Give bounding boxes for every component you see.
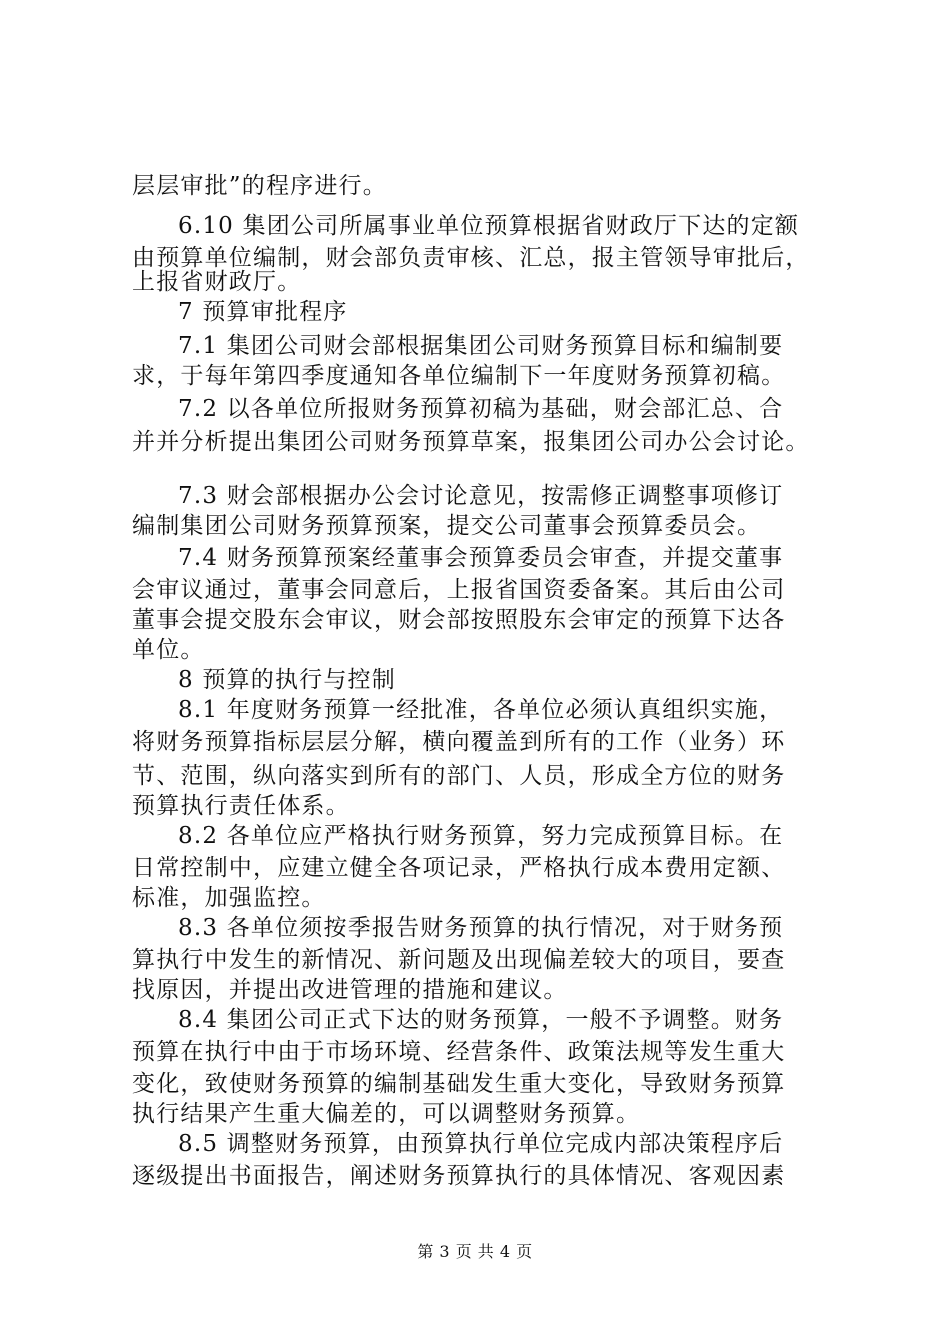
text-line: 将财务预算指标层层分解，横向覆盖到所有的工作（业务）环 [132,729,786,755]
text-line: 8.3 各单位须按季报告财务预算的执行情况，对于财务预 [178,915,784,941]
text-line: 层层审批”的程序进行。 [132,173,387,199]
text-line: 6.10 集团公司所属事业单位预算根据省财政厅下达的定额 [178,213,800,239]
text-line: 执行结果产生重大偏差的，可以调整财务预算。 [132,1101,641,1127]
text-line: 7.3 财会部根据办公会讨论意见，按需修正调整事项修订 [178,483,784,509]
text-line: 上报省财政厅。 [132,269,302,295]
text-line: 8.1 年度财务预算一经批准，各单位必须认真组织实施， [178,697,784,723]
text-line: 7.4 财务预算预案经董事会预算委员会审查，并提交董事 [178,545,784,571]
text-line: 找原因，并提出改进管理的措施和建议。 [132,977,568,1003]
text-line: 预算执行责任体系。 [132,793,350,819]
text-line: 会审议通过，董事会同意后，上报省国资委备案。其后由公司 [132,577,786,603]
text-line: 8.5 调整财务预算，由预算执行单位完成内部决策程序后 [178,1131,784,1157]
text-line: 变化，致使财务预算的编制基础发生重大变化，导致财务预算 [132,1071,786,1097]
text-line: 7.2 以各单位所报财务预算初稿为基础，财会部汇总、合 [178,396,784,422]
text-line: 由预算单位编制，财会部负责审核、汇总，报主管领导审批后， [132,245,810,271]
text-line: 预算在执行中由于市场环境、经营条件、政策法规等发生重大 [132,1039,786,1065]
section-heading: 8 预算的执行与控制 [178,667,396,693]
section-heading: 7 预算审批程序 [178,299,348,325]
text-line: 标准，加强监控。 [132,885,326,911]
text-line: 8.4 集团公司正式下达的财务预算，一般不予调整。财务 [178,1007,784,1033]
text-line: 逐级提出书面报告，阐述财务预算执行的具体情况、客观因素 [132,1163,786,1189]
text-line: 7.1 集团公司财会部根据集团公司财务预算目标和编制要 [178,333,784,359]
text-line: 算执行中发生的新情况、新问题及出现偏差较大的项目，要查 [132,947,786,973]
page-footer: 第 3 页 共 4 页 [417,1242,533,1261]
text-line: 节、范围，纵向落实到所有的部门、人员，形成全方位的财务 [132,763,786,789]
text-line: 日常控制中，应建立健全各项记录，严格执行成本费用定额、 [132,855,786,881]
text-line: 董事会提交股东会审议，财会部按照股东会审定的预算下达各 [132,607,786,633]
text-line: 8.2 各单位应严格执行财务预算，努力完成预算目标。在 [178,823,784,849]
text-line: 单位。 [132,637,205,663]
text-line: 并并分析提出集团公司财务预算草案，报集团公司办公会讨论。 [132,429,810,455]
text-line: 编制集团公司财务预算预案，提交公司董事会预算委员会。 [132,513,762,539]
text-line: 求，于每年第四季度通知各单位编制下一年度财务预算初稿。 [132,363,786,389]
